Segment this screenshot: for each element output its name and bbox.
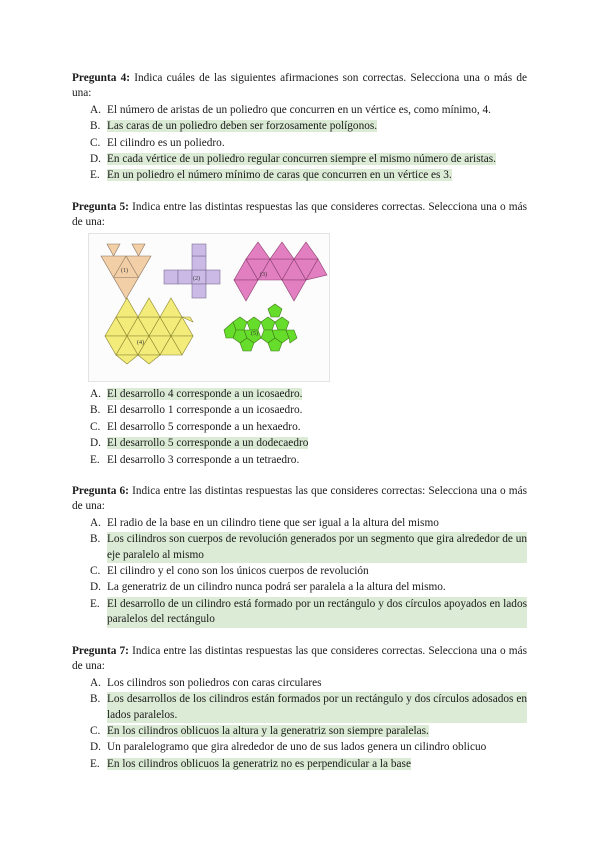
net-4-image bbox=[105, 298, 193, 364]
q6-option-b-letter: B. bbox=[90, 533, 101, 546]
polyhedron-nets-figure bbox=[88, 233, 330, 382]
q4-option-a-text: El número de aristas de un poliedro que concurren en un vértice es, como mínimo, 4. bbox=[107, 103, 491, 116]
net-4-label: (4) bbox=[137, 340, 144, 346]
question-4-text: Indica cuáles de las siguientes afirmaciones son correctas. Selecciona una o más de una: bbox=[72, 72, 527, 100]
q4-option-d-letter: D. bbox=[90, 153, 101, 166]
net-2-label: (2) bbox=[193, 276, 200, 282]
question-5-label: Pregunta 5: bbox=[72, 201, 129, 213]
question-5 bbox=[72, 200, 527, 232]
q5-option-c-text: El desarrollo 5 corresponde a un hexaedro. bbox=[107, 420, 301, 433]
q5-option-a[interactable] bbox=[90, 387, 527, 402]
q7-option-a-letter: A. bbox=[90, 676, 101, 689]
q5-option-c-letter: C. bbox=[90, 420, 101, 433]
q6-option-d[interactable] bbox=[90, 580, 527, 595]
q5-option-d[interactable] bbox=[90, 436, 527, 451]
q4-option-a[interactable] bbox=[90, 103, 527, 118]
q5-option-b-letter: B. bbox=[90, 404, 101, 417]
q5-option-d-letter: D. bbox=[90, 437, 101, 450]
q7-option-b[interactable] bbox=[90, 692, 527, 723]
q6-option-c[interactable] bbox=[90, 564, 527, 579]
q7-option-d-text: Un paralelogramo que gira alrededor de uno de sus lados genera un cilindro oblicuo bbox=[107, 741, 487, 754]
q5-option-a-letter: A. bbox=[90, 388, 101, 400]
q7-option-d-letter: D. bbox=[90, 741, 101, 754]
question-7-text: Indica entre las distintas respuestas las que consideres correctas. Selecciona una o más de una: bbox=[72, 645, 527, 673]
q5-option-a-text: El desarrollo 4 corresponde a un icosaedro. bbox=[107, 388, 303, 400]
q4-option-b-text: Las caras de un poliedro deben ser forzosamente polígonos. bbox=[107, 120, 378, 133]
q6-option-b-text: Los cilindros son cuerpos de revolución generados por un segmento que gira alrededor de un eje paralelo al mismo bbox=[107, 532, 527, 563]
q6-option-c-letter: C. bbox=[90, 565, 101, 578]
q6-option-d-letter: D. bbox=[90, 581, 101, 594]
net-2-image bbox=[164, 244, 220, 298]
q4-option-d-text: En cada vértice de un poliedro regular concurren siempre el mismo número de aristas. bbox=[107, 153, 496, 166]
q6-option-a-letter: A. bbox=[90, 516, 101, 529]
question-6 bbox=[72, 484, 527, 629]
q7-option-a-text: Los cilindros son poliedros con caras circulares bbox=[107, 676, 322, 689]
q6-option-c-text: El cilindro y el cono son los únicos cuerpos de revolución bbox=[107, 565, 369, 578]
q5-option-e[interactable] bbox=[90, 453, 527, 468]
question-6-header bbox=[72, 484, 527, 515]
q4-option-e-letter: E. bbox=[90, 169, 100, 182]
question-4 bbox=[72, 71, 527, 185]
q5-option-e-letter: E. bbox=[90, 453, 100, 466]
q7-option-c-letter: C. bbox=[90, 725, 101, 738]
net-3-image bbox=[234, 242, 327, 301]
net-3-label: (3) bbox=[260, 272, 267, 278]
q4-option-c[interactable] bbox=[90, 136, 527, 151]
q7-option-b-letter: B. bbox=[90, 693, 101, 706]
q7-option-d[interactable] bbox=[90, 740, 527, 755]
q4-option-b[interactable] bbox=[90, 119, 527, 134]
net-1-label: (1) bbox=[121, 268, 128, 274]
q7-option-e-text: En los cilindros oblicuos la generatriz no es perpendicular a la base bbox=[107, 757, 411, 770]
question-7-label: Pregunta 7: bbox=[72, 645, 129, 657]
q7-option-b-text: Los desarrollos de los cilindros están formados por un rectángulo y dos círculos adosados en lados paralelos. bbox=[107, 692, 527, 723]
q7-option-e[interactable] bbox=[90, 757, 527, 772]
q6-option-a[interactable] bbox=[90, 516, 527, 531]
question-5-text: Indica entre las distintas respuestas las que consideres correctas. Selecciona una o más de una: bbox=[72, 201, 527, 229]
q5-option-c[interactable] bbox=[90, 420, 527, 435]
question-4-header bbox=[72, 71, 527, 102]
q6-option-a-text: El radio de la base en un cilindro tiene que ser igual a la altura del mismo bbox=[107, 516, 439, 529]
q6-option-e-text: El desarrollo de un cilindro está formado por un rectángulo y dos círculos apoyados en lados paralelos del rectángulo bbox=[107, 597, 527, 628]
q7-option-a[interactable] bbox=[90, 676, 527, 691]
question-7 bbox=[72, 644, 527, 773]
q4-option-c-text: El cilindro es un poliedro. bbox=[107, 136, 225, 149]
q5-option-e-text: El desarrollo 3 corresponde a un tetraedro. bbox=[107, 453, 300, 466]
question-5-header bbox=[72, 200, 527, 231]
q7-option-e-letter: E. bbox=[90, 757, 100, 770]
q6-option-b[interactable] bbox=[90, 532, 527, 563]
q6-option-e[interactable] bbox=[90, 597, 527, 628]
q4-option-d[interactable] bbox=[90, 152, 527, 167]
q5-option-b[interactable] bbox=[90, 403, 527, 418]
question-6-text: Indica entre las distintas respuestas las que consideres correctas: Selecciona una o más de una: bbox=[72, 485, 527, 513]
q6-option-e-letter: E. bbox=[90, 597, 100, 610]
question-5-options bbox=[72, 387, 527, 469]
q4-option-b-letter: B. bbox=[90, 120, 101, 133]
q5-option-b-text: El desarrollo 1 corresponde a un icosaedro. bbox=[107, 404, 303, 417]
q4-option-e-text: En un poliedro el número mínimo de caras que concurren en un vértice es 3. bbox=[107, 169, 452, 182]
q6-option-d-text: La generatriz de un cilindro nunca podrá ser paralela a la altura del mismo. bbox=[107, 581, 446, 594]
q4-option-c-letter: C. bbox=[90, 136, 101, 149]
question-4-label: Pregunta 4: bbox=[72, 72, 130, 84]
question-6-label: Pregunta 6: bbox=[72, 485, 129, 497]
question-7-header bbox=[72, 644, 527, 675]
net-5-image bbox=[224, 304, 297, 351]
q5-option-d-text: El desarrollo 5 corresponde a un dodecaedro bbox=[107, 437, 309, 450]
q4-option-a-letter: A. bbox=[90, 103, 101, 116]
q7-option-c[interactable] bbox=[90, 724, 527, 739]
net-5-label: (5) bbox=[251, 331, 258, 337]
net-1-image bbox=[101, 244, 151, 299]
q4-option-e[interactable] bbox=[90, 168, 527, 183]
q7-option-c-text: En los cilindros oblicuos la altura y la generatriz son siempre paralelas. bbox=[107, 725, 429, 738]
nets-svg bbox=[89, 234, 329, 381]
